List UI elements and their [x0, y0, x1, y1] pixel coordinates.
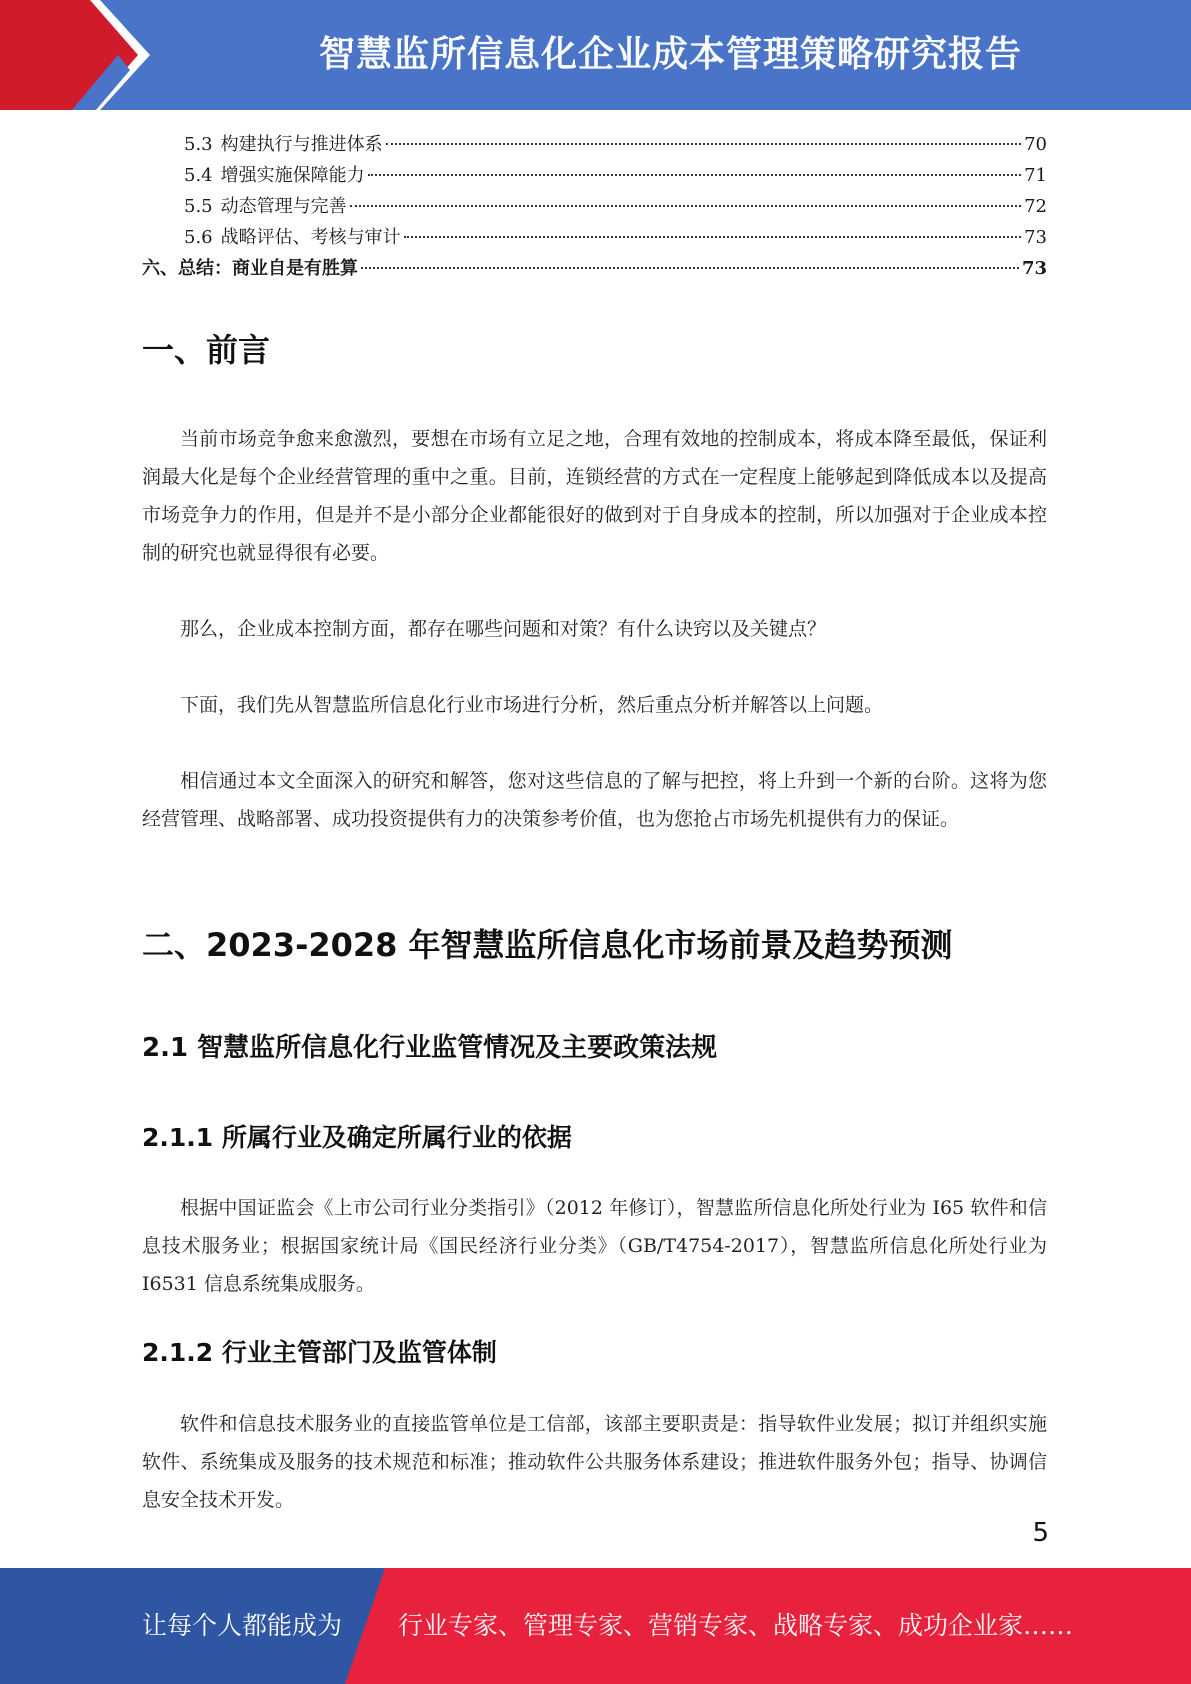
toc-item-number: 5.3 — [184, 134, 213, 155]
toc-item-label: 动态管理与完善 — [220, 196, 347, 217]
header-arrow-decoration — [0, 0, 160, 110]
subsection-heading: 2.1.1 所属行业及确定所属行业的依据 — [142, 1123, 572, 1152]
toc-item-page: 73 — [1021, 258, 1047, 279]
toc-leader-dots — [361, 267, 1019, 269]
toc-item-page: 72 — [1024, 196, 1047, 217]
toc-item-page: 71 — [1024, 165, 1047, 186]
toc-item[interactable] — [142, 161, 1047, 192]
toc-item-chapter[interactable] — [142, 254, 1047, 285]
toc-item[interactable] — [142, 130, 1047, 161]
paragraph: 根据中国证监会《上市公司行业分类指引》（2012 年修订），智慧监所信息化所处行业为 I65 软件和信息技术服务业；根据国家统计局《国民经济行业分类》（GB/T4754-2017），智慧监所信息化所处行业为 I6531 信息系统集成服务。 — [142, 1197, 1047, 1295]
footer-slogan-right: 行业专家、管理专家、营销专家、战略专家、成功企业家…… — [398, 1611, 1074, 1640]
table-of-contents — [142, 130, 1047, 285]
toc-item-label: 增强实施保障能力 — [220, 165, 365, 186]
toc-item-label: 六、总结：商业自是有胜算 — [142, 258, 358, 279]
toc-leader-dots — [368, 174, 1021, 176]
toc-leader-dots — [404, 236, 1021, 238]
toc-item-number: 5.4 — [184, 165, 213, 186]
toc-item-number: 5.6 — [184, 227, 213, 248]
toc-item-page: 70 — [1024, 134, 1047, 155]
subsection-heading: 2.1.2 行业主管部门及监管体制 — [142, 1338, 497, 1367]
footer-slogan-left: 让每个人都能成为 — [142, 1611, 343, 1640]
paragraph: 当前市场竞争愈来愈激烈，要想在市场有立足之地，合理有效地的控制成本，将成本降至最低，保证利润最大化是每个企业经营管理的重中之重。目前，连锁经营的方式在一定程度上能够起到降低成本以及提高市场竞争力的作用，但是并不是小部分企业都能很好的做到对于自身成本的控制，所以加强对于企业成本控制的研究也就显得很有必要。 — [142, 428, 1047, 564]
page-footer — [0, 1568, 1191, 1684]
section-heading-forecast: 二、2023-2028 年智慧监所信息化市场前景及趋势预测 — [142, 926, 953, 964]
paragraph: 那么，企业成本控制方面，都存在哪些问题和对策？有什么诀窍以及关键点？ — [180, 618, 827, 640]
report-title: 智慧监所信息化企业成本管理策略研究报告 — [318, 34, 1022, 75]
toc-item[interactable] — [142, 223, 1047, 254]
toc-leader-dots — [386, 143, 1021, 145]
page-header — [0, 0, 1191, 110]
toc-item-number: 5.5 — [184, 196, 213, 217]
toc-item-label: 构建执行与推进体系 — [220, 134, 383, 155]
toc-item-page: 73 — [1024, 227, 1047, 248]
toc-leader-dots — [350, 205, 1021, 207]
toc-item[interactable] — [142, 192, 1047, 223]
subsection-heading: 2.1 智慧监所信息化行业监管情况及主要政策法规 — [142, 1033, 718, 1063]
paragraph: 软件和信息技术服务业的直接监管单位是工信部，该部主要职责是：指导软件业发展；拟订并组织实施软件、系统集成及服务的技术规范和标准；推动软件公共服务体系建设；推进软件服务外包；指导、协调信息安全技术开发。 — [142, 1413, 1047, 1511]
paragraph: 下面，我们先从智慧监所信息化行业市场进行分析，然后重点分析并解答以上问题。 — [180, 694, 884, 716]
page-number: 5 — [1032, 1518, 1049, 1548]
paragraph: 相信通过本文全面深入的研究和解答，您对这些信息的了解与把控，将上升到一个新的台阶。这将为您经营管理、战略部署、成功投资提供有力的决策参考价值，也为您抢占市场先机提供有力的保证。 — [142, 770, 1047, 830]
section-heading-preface: 一、前言 — [142, 331, 271, 369]
toc-item-label: 战略评估、考核与审计 — [220, 227, 401, 248]
